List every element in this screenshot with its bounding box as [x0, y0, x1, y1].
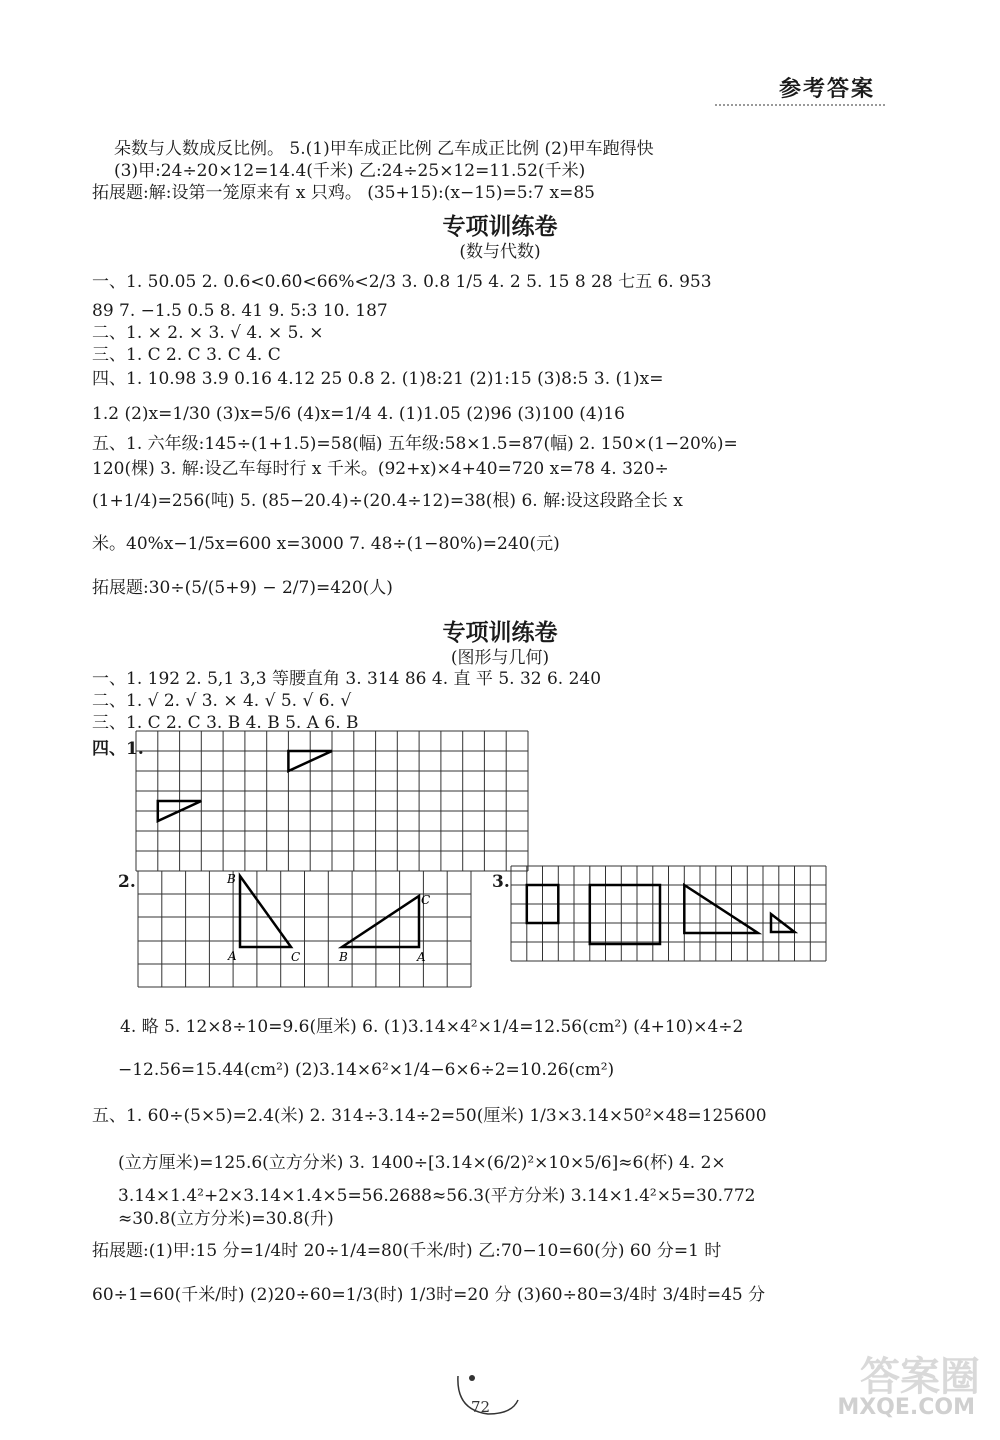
text-line: 1.2 (2)x=1/30 (3)x=5/6 (4)x=1/4 4. (1)1.05 (2)96 (3)100 (4)16 — [92, 404, 626, 424]
grid-figure-3 — [510, 865, 828, 963]
text-line: (3)甲:24÷20×12=14.4(千米) 乙:24÷25×12=11.52(千米) — [114, 161, 586, 181]
text-line: 4. 略 5. 12×8÷10=9.6(厘米) 6. (1)3.14×4²×1/4=12.56(cm²) (4+10)×4÷2 — [120, 1017, 744, 1037]
text-line: −12.56=15.44(cm²) (2)3.14×6²×1/4−6×6÷2=10.26(cm²) — [118, 1060, 615, 1080]
text-line: 二、1. × 2. × 3. √ 4. × 5. × — [92, 323, 324, 343]
point-label: A — [417, 950, 426, 964]
text-line: 四、1. 10.98 3.9 0.16 4.12 25 0.8 2. (1)8:21 (2)1:15 (3)8:5 3. (1)x= — [92, 369, 664, 389]
text-line: 一、1. 192 2. 5,1 3,3 等腰直角 3. 314 86 4. 直 平 5. 32 6. 240 — [92, 669, 602, 689]
text-line: 3.14×1.4²+2×3.14×1.4×5=56.2688≈56.3(平方分米) 3.14×1.4²×5=30.772 — [118, 1186, 756, 1206]
grid-figure-1 — [135, 730, 530, 872]
point-label: B — [339, 950, 348, 964]
watermark-logo: 答案圈 — [860, 1354, 980, 1400]
figure-label: 四、1. — [92, 739, 144, 759]
header-rule — [715, 104, 885, 106]
text-line: 一、1. 50.05 2. 0.6<0.6̇0̇<66%<2/3 3. 0.8 1/5 4. 2 5. 15 8 28 七五 6. 953 — [92, 272, 712, 292]
text-line: 拓展题:30÷(5/(5+9) − 2/7)=420(人) — [92, 578, 393, 598]
section-title: 专项训练卷 — [442, 620, 558, 646]
text-line: 朵数与人数成反比例。 5.(1)甲车成正比例 乙车成正比例 (2)甲车跑得快 — [114, 139, 654, 159]
text-line: 米。40%x−1/5x=600 x=3000 7. 48÷(1−80%)=240(元) — [92, 534, 560, 554]
text-line: (立方厘米)=125.6(立方分米) 3. 1400÷[3.14×(6/2)²×10×5/6]≈6(杯) 4. 2× — [118, 1153, 726, 1173]
point-label: C — [291, 950, 301, 964]
rectangle-large — [590, 885, 660, 944]
figure-label: 2. — [118, 872, 136, 892]
text-line: ≈30.8(立方分米)=30.8(升) — [118, 1209, 334, 1229]
watermark-url: MXQE.COM — [837, 1395, 975, 1420]
triangle-abc-right — [342, 896, 419, 947]
point-label: B — [227, 872, 236, 886]
section-subtitle: (数与代数) — [459, 242, 541, 262]
triangle-abc-left — [240, 876, 291, 947]
point-label: C — [421, 893, 431, 907]
header-title: 参考答案 — [778, 77, 875, 102]
grid-figure-2 — [137, 870, 473, 988]
text-line: 三、1. C 2. C 3. C 4. C — [92, 345, 281, 365]
text-line: 拓展题:解:设第一笼原来有 x 只鸡。 (35+15):(x−15)=5:7 x=85 — [92, 183, 595, 203]
section-title: 专项训练卷 — [442, 214, 558, 240]
text-line: 五、1. 六年级:145÷(1+1.5)=58(幅) 五年级:58×1.5=87(幅) 2. 150×(1−20%)= — [92, 434, 738, 454]
text-line: 89 7. −1.5 0.5 8. 41 9. 5:3 10. 187 — [92, 301, 388, 321]
section-subtitle: (图形与几何) — [450, 648, 550, 668]
text-line: 五、1. 60÷(5×5)=2.4(米) 2. 314÷3.14÷2=50(厘米) 1/3×3.14×50²×48=125600 — [92, 1106, 767, 1126]
text-line: 120(棵) 3. 解:设乙车每时行 x 千米。(92+x)×4+40=720 x=78 4. 320÷ — [92, 459, 669, 479]
page-number: 72 — [471, 1398, 491, 1416]
text-line: (1+1/4)=256(吨) 5. (85−20.4)÷(20.4÷12)=38(根) 6. 解:设这段路全长 x — [92, 491, 683, 511]
point-label: A — [228, 949, 237, 963]
text-line: 拓展题:(1)甲:15 分=1/4时 20÷1/4=80(千米/时) 乙:70−10=60(分) 60 分=1 时 — [92, 1241, 722, 1261]
text-line: 三、1. C 2. C 3. B 4. B 5. A 6. B — [92, 713, 359, 733]
figure-label: 3. — [492, 872, 510, 892]
text-line: 二、1. √ 2. √ 3. × 4. √ 5. √ 6. √ — [92, 691, 352, 711]
text-line: 60÷1=60(千米/时) (2)20÷60=1/3(时) 1/3时=20 分 (3)60÷80=3/4时 3/4时=45 分 — [92, 1285, 766, 1305]
